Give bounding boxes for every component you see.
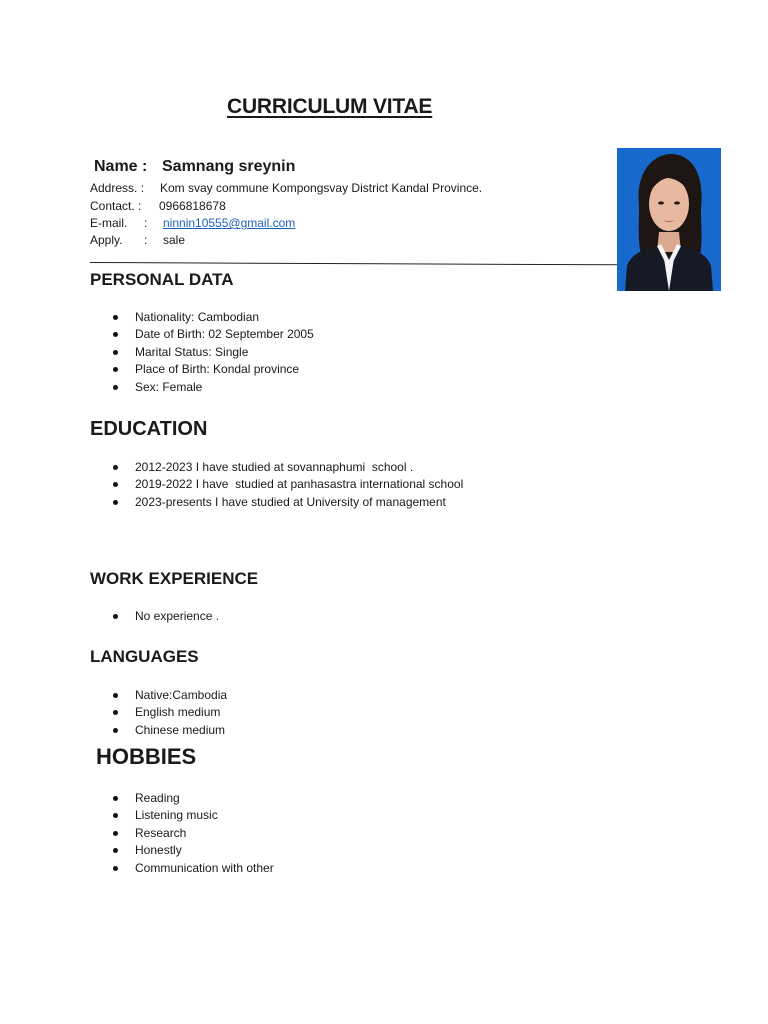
profile-photo [617,148,721,291]
name-value: Samnang sreynin [162,158,296,175]
hobbies-heading: HOBBIES [96,744,197,769]
document-title: CURRICULUM VITAE [227,95,433,118]
header-divider [90,262,618,265]
email-link[interactable]: ninnin10555@gmail.com [163,216,296,230]
list-item: Communication with other [90,860,274,877]
name-label: Name : [94,158,148,175]
personal-data-list [90,309,314,396]
personal-data-heading: PERSONAL DATA [90,270,234,289]
list-item: Marital Status: Single [90,344,314,361]
apply-colon: : [144,233,148,247]
list-item: Reading [90,790,274,807]
list-item: No experience . [90,608,219,625]
list-item: Sex: Female [90,379,314,396]
list-item: Native:Cambodia [90,687,227,704]
contact-row [90,199,226,213]
list-item: 2012-2023 I have studied at sovannaphumi school . [90,459,463,476]
email-colon: : [144,216,148,230]
list-item: Honestly [90,842,274,859]
work-experience-heading: WORK EXPERIENCE [90,569,259,588]
contact-value: 0966818678 [159,199,226,213]
education-list [90,459,463,511]
list-item: Date of Birth: 02 September 2005 [90,326,314,343]
name-row [94,158,295,176]
list-item: Chinese medium [90,722,227,739]
hobbies-list [90,790,274,877]
list-item: English medium [90,704,227,721]
languages-list [90,687,227,739]
address-row [90,181,482,195]
list-item: Research [90,825,274,842]
list-item: Place of Birth: Kondal province [90,361,314,378]
work-experience-list [90,608,219,625]
list-item: 2019-2022 I have studied at panhasastra international school [90,476,463,493]
apply-value: sale [163,233,186,247]
contact-label: Contact. : [90,199,142,213]
email-row [90,216,295,230]
address-label: Address. : [90,181,145,195]
address-value: Kom svay commune Kompongsvay District Kandal Province. [160,181,483,195]
list-item: Nationality: Cambodian [90,309,314,326]
apply-row [90,233,185,247]
apply-label: Apply. [90,233,123,247]
languages-heading: LANGUAGES [90,647,199,666]
email-label: E-mail. [90,216,128,230]
education-heading: EDUCATION [90,418,208,440]
list-item: Listening music [90,807,274,824]
list-item: 2023-presents I have studied at University of management [90,494,463,511]
